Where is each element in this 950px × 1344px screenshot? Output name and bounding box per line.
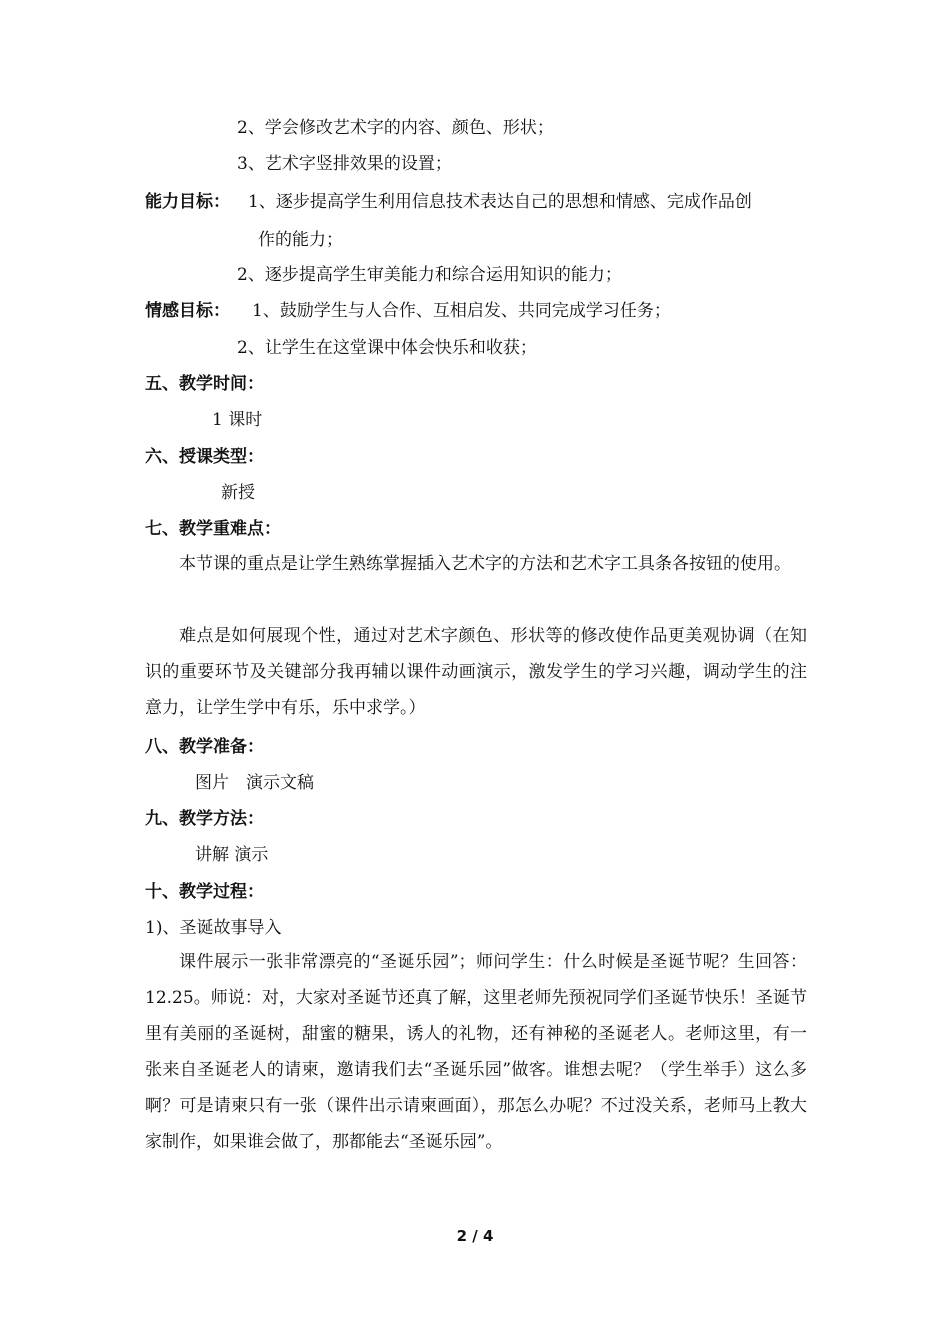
section-10-sub-1: 1)、圣诞故事导入 <box>145 918 282 938</box>
knowledge-item-3: 3、艺术字竖排效果的设置； <box>237 154 452 174</box>
section-10-para: 课件展示一张非常漂亮的“圣诞乐园”；师问学生：什么时候是圣诞节呢？生回答：12.25。师说：对，大家对圣诞节还真了解，这里老师先预祝同学们圣诞节快乐！圣诞节里有美丽的圣诞树，甜蜜的糖果，诱人的礼物，还有神秘的圣诞老人。老师这里，有一张来自圣诞老人的请柬，邀请我们去“圣诞乐园”做客。谁想去呢？（学生举手）这么多啊？可是请柬只有一张（课件出示请柬画面），那怎么办呢？不过没关系，老师马上教大家制作，如果谁会做了，那都能去“圣诞乐园”。 <box>145 952 807 1152</box>
section-9-content: 讲解 演示 <box>195 845 269 865</box>
emotion-goal-item-1: 1、鼓励学生与人合作、互相启发、共同完成学习任务； <box>252 301 671 321</box>
section-7-heading: 七、教学重难点： <box>145 519 281 539</box>
emotion-goal-item-2: 2、让学生在这堂课中体会快乐和收获； <box>237 338 537 358</box>
section-6-content: 新授 <box>221 483 255 503</box>
section-8-content: 图片 演示文稿 <box>195 773 314 793</box>
section-5-content: 1 课时 <box>212 410 263 430</box>
section-7-para-2: 难点是如何展现个性，通过对艺术字颜色、形状等的修改使作品更美观协调（在知识的重要环节及关键部分我再辅以课件动画演示，激发学生的学习兴趣，调动学生的注意力，让学生学中有乐，乐中求学。） <box>145 626 807 718</box>
knowledge-item-2: 2、学会修改艺术字的内容、颜色、形状； <box>237 118 554 138</box>
ability-goal-label: 能力目标： <box>145 192 230 212</box>
section-9-heading: 九、教学方法： <box>145 809 264 829</box>
section-8-heading: 八、教学准备： <box>145 737 264 757</box>
emotion-goal-label: 情感目标： <box>145 301 230 321</box>
ability-goal-item-2: 2、逐步提高学生审美能力和综合运用知识的能力； <box>237 265 622 285</box>
section-7-para-1: 本节课的重点是让学生熟练掌握插入艺术字的方法和艺术字工具条各按钮的使用。 <box>179 554 791 574</box>
section-10-heading: 十、教学过程： <box>145 882 264 902</box>
section-6-heading: 六、授课类型： <box>145 447 264 467</box>
page-number: 2 / 4 <box>456 1227 494 1245</box>
ability-goal-item-1-cont: 作的能力； <box>258 230 343 250</box>
ability-goal-item-1: 1、逐步提高学生利用信息技术表达自己的思想和情感、完成作品创 <box>248 192 752 212</box>
section-5-heading: 五、教学时间： <box>145 374 264 394</box>
